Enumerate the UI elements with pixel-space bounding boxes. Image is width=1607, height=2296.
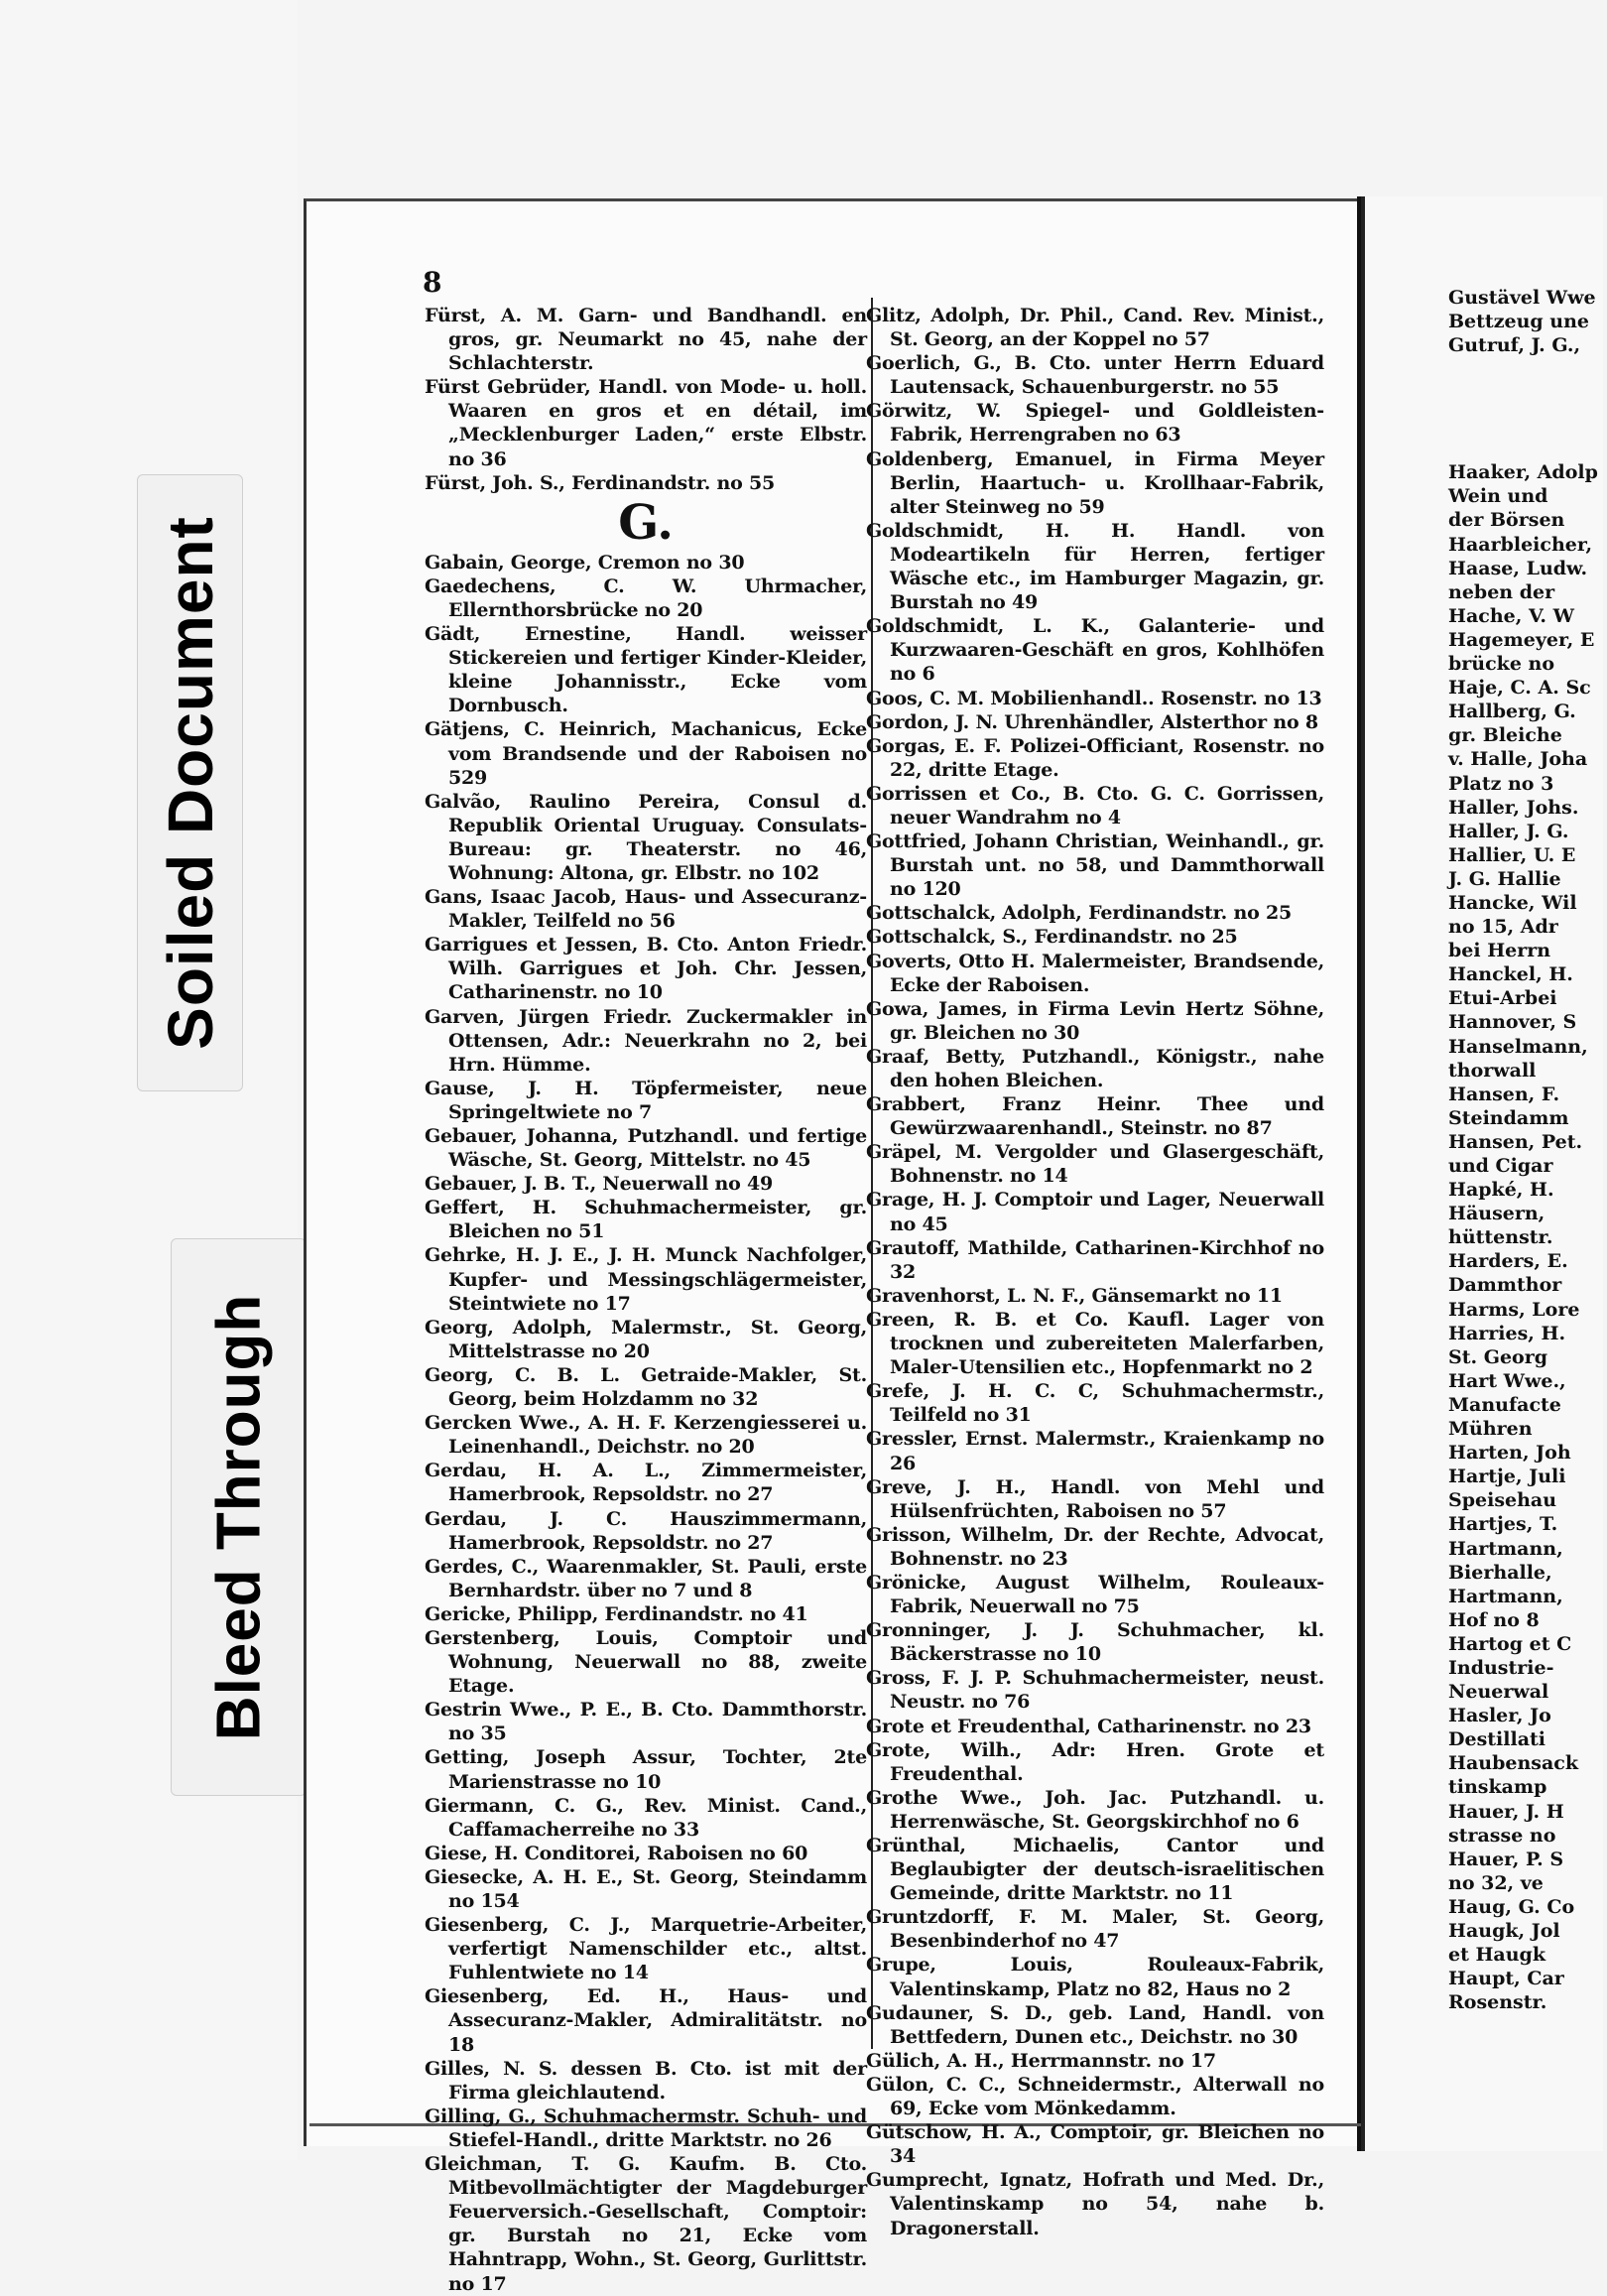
directory-entry: Galvão, Raulino Pereira, Consul d. Republik Oriental Uruguay. Consulats-Bureau: gr. Theaterstr. no 46, Wohnung: Altona, gr. Elbstr. no 102 — [425, 790, 867, 884]
directory-entry: Gerstenberg, Louis, Comptoir und Wohnung, Neuerwall no 88, zweite Etage. — [425, 1626, 867, 1698]
facing-page-fragment: brücke no — [1448, 653, 1555, 676]
facing-page-fragment: strasse no — [1448, 1824, 1556, 1847]
facing-page-fragment: Bierhalle, — [1448, 1561, 1552, 1584]
facing-page-fragment: Haugk, Jol — [1448, 1920, 1560, 1942]
directory-entry: Giesecke, A. H. E., St. Georg, Steindamm no 154 — [425, 1865, 867, 1912]
directory-entry: Gülich, A. H., Herrmannstr. no 17 — [866, 2049, 1216, 2072]
directory-entry: Green, R. B. et Co. Kaufl. Lager von trocknen und zubereiteten Malerfarben, Maler-Utensilien etc., Hopfenmarkt no 2 — [866, 1308, 1324, 1379]
facing-page-fragment: Platz no 3 — [1448, 772, 1554, 795]
facing-page-fragment: Haase, Ludw. — [1448, 557, 1588, 579]
directory-entry: Giesenberg, Ed. H., Haus- und Assecuranz-Makler, Admiralitätstr. no 18 — [425, 1985, 867, 2056]
directory-entry: Gädt, Ernestine, Handl. weisser Stickereien und fertiger Kinder-Kleider, kleine Johannisstr., Ecke vom Dornbusch. — [425, 623, 867, 717]
facing-page-fragment: Steindamm — [1448, 1106, 1569, 1129]
facing-page-fragments — [1448, 460, 1607, 2014]
directory-entry: Gebauer, Johanna, Putzhandl. und fertige Wäsche, St. Georg, Mittelstr. no 45 — [425, 1125, 867, 1172]
directory-entry: Gütschow, H. A., Comptoir, gr. Bleichen no 34 — [866, 2121, 1324, 2168]
left-column-entries — [425, 551, 867, 2296]
facing-page-fragment: Industrie- — [1448, 1656, 1554, 1679]
facing-page-top-fragments — [1448, 286, 1607, 357]
bleed-through-stamp — [171, 1238, 307, 1796]
directory-entry: Garven, Jürgen Friedr. Zuckermakler in Ottensen, Adr.: Neuerkrahn no 2, bei Hrn. Hümme. — [425, 1005, 867, 1076]
directory-entry: Gülon, C. C., Schneidermstr., Alterwall no 69, Ecke vom Mönkedamm. — [866, 2073, 1324, 2120]
facing-page-fragment: Hansen, F. — [1448, 1083, 1560, 1105]
facing-page-fragment: Hasler, Jo — [1448, 1705, 1551, 1727]
directory-entry: Gorgas, E. F. Polizei-Officiant, Rosenstr. no 22, dritte Etage. — [866, 734, 1324, 781]
directory-entry: Gans, Isaac Jacob, Haus- und Assecuranz-Makler, Teilfeld no 56 — [425, 886, 867, 933]
directory-entry: Gumprecht, Ignatz, Hofrath und Med. Dr., Valentinskamp no 54, nahe b. Dragonerstall. — [866, 2169, 1324, 2239]
soiled-document-label: Soiled Document — [154, 516, 226, 1050]
directory-entry: Goerlich, G., B. Cto. unter Herrn Eduard Lautensack, Schauenburgerstr. no 55 — [866, 352, 1324, 399]
facing-page-fragment: Hancke, Wil — [1448, 891, 1577, 914]
facing-page-fragment: thorwall — [1448, 1059, 1537, 1082]
facing-page-fragment: Hanselmann, — [1448, 1035, 1588, 1058]
directory-entry: Gause, J. H. Töpfermeister, neue Springeltwiete no 7 — [425, 1077, 867, 1123]
left-column-top-entries — [425, 304, 867, 495]
facing-page-fragment: Gutruf, J. G., — [1448, 334, 1581, 357]
directory-entry: Gordon, J. N. Uhrenhändler, Alsterthor no 8 — [866, 710, 1318, 733]
directory-entry: Gravenhorst, L. N. F., Gänsemarkt no 11 — [866, 1284, 1283, 1307]
directory-entry: Greve, J. H., Handl. von Mehl und Hülsenfrüchten, Raboisen no 57 — [866, 1475, 1324, 1522]
directory-entry: Gabain, George, Cremon no 30 — [425, 551, 745, 574]
facing-page-fragment: no 15, Adr — [1448, 916, 1558, 939]
facing-page-fragment: Hartje, Juli — [1448, 1466, 1566, 1488]
facing-page-fragment: Haller, Johs. — [1448, 796, 1579, 819]
directory-entry: Giese, H. Conditorei, Raboisen no 60 — [425, 1842, 808, 1864]
directory-entry: Grabbert, Franz Heinr. Thee und Gewürzwaarenhandl., Steinstr. no 87 — [866, 1093, 1324, 1140]
directory-entry: Fürst, Joh. S., Ferdinandstr. no 55 — [425, 471, 776, 494]
facing-page-fragment: Haje, C. A. Sc — [1448, 677, 1591, 700]
left-column — [425, 304, 867, 2296]
facing-page-fragment: Hallberg, G. — [1448, 701, 1576, 723]
facing-page-fragment: gr. Bleiche — [1448, 724, 1562, 747]
facing-page-fragment: St. Georg — [1448, 1345, 1548, 1368]
directory-entry: Gruntzdorff, F. M. Maler, St. Georg, Besenbinderhof no 47 — [866, 1906, 1324, 1953]
directory-entry: Gerdau, H. A. L., Zimmermeister, Hamerbrook, Repsoldstr. no 27 — [425, 1460, 867, 1506]
directory-entry: Gressler, Ernst. Malermstr., Kraienkamp no 26 — [866, 1428, 1324, 1474]
directory-entry: Goldschmidt, L. K., Galanterie- und Kurzwaaren-Geschäft en gros, Kohlhöfen no 6 — [866, 615, 1324, 686]
directory-entry: Fürst Gebrüder, Handl. von Mode- u. holl. Waaren en gros et en détail, im „Mecklenburger Laden,“ erste Elbstr. no 36 — [425, 376, 867, 470]
directory-entry: Gräpel, M. Vergolder und Glasergeschäft, Bohnenstr. no 14 — [866, 1141, 1324, 1188]
facing-page-fragment: Haarbleicher, — [1448, 533, 1593, 556]
facing-page-fragment: Mühren — [1448, 1418, 1533, 1441]
directory-entry: Grisson, Wilhelm, Dr. der Rechte, Advocat, Bohnenstr. no 23 — [866, 1523, 1324, 1570]
facing-page-fragment: Dammthor — [1448, 1274, 1562, 1297]
facing-page-fragment: bei Herrn — [1448, 940, 1551, 962]
directory-entry: Gericke, Philipp, Ferdinandstr. no 41 — [425, 1602, 808, 1625]
directory-entry: Gerdau, J. C. Hauszimmermann, Hamerbrook, Repsoldstr. no 27 — [425, 1507, 867, 1554]
page-number: 8 — [423, 266, 442, 299]
directory-entry: Gercken Wwe., A. H. F. Kerzengiesserei u. Leinenhandl., Deichstr. no 20 — [425, 1412, 867, 1459]
directory-entry: Garrigues et Jessen, B. Cto. Anton Friedr. Wilh. Garrigues et Joh. Chr. Jessen, Catharinenstr. no 10 — [425, 934, 867, 1004]
facing-page-fragment: tinskamp — [1448, 1776, 1547, 1799]
directory-entry: Georg, Adolph, Malermstr., St. Georg, Mittelstrasse no 20 — [425, 1316, 867, 1362]
facing-page-fragment: Hagemeyer, E — [1448, 628, 1595, 651]
directory-entry: Goldenberg, Emanuel, in Firma Meyer Berlin, Haartuch- u. Krollhaar-Fabrik, alter Steinweg no 59 — [866, 447, 1324, 518]
directory-entry: Giermann, C. G., Rev. Minist. Cand., Caffamacherreihe no 33 — [425, 1794, 867, 1841]
facing-page-fragment: Wein und — [1448, 485, 1548, 508]
facing-page-fragment: Bettzeug une — [1448, 311, 1590, 333]
facing-page-fragment: v. Halle, Joha — [1448, 748, 1588, 771]
directory-entry: Goos, C. M. Mobilienhandl.. Rosenstr. no 13 — [866, 687, 1322, 709]
facing-page-fragment: Haubensack — [1448, 1752, 1579, 1775]
directory-entry: Grothe Wwe., Joh. Jac. Putzhandl. u. Herrenwäsche, St. Georgskirchhof no 6 — [866, 1786, 1324, 1833]
facing-page-fragment: Hartog et C — [1448, 1632, 1572, 1655]
directory-entry: Gronninger, J. J. Schuhmacher, kl. Bäckerstrasse no 10 — [866, 1619, 1324, 1666]
section-letter: G. — [618, 494, 674, 551]
directory-entry: Grage, H. J. Comptoir und Lager, Neuerwall no 45 — [866, 1189, 1324, 1235]
directory-entry: Görwitz, W. Spiegel- und Goldleisten-Fabrik, Herrengraben no 63 — [866, 400, 1324, 446]
facing-page-fragment: et Haugk — [1448, 1944, 1546, 1967]
directory-entry: Graaf, Betty, Putzhandl., Königstr., nahe den hohen Bleichen. — [866, 1045, 1324, 1091]
facing-page-column — [1448, 286, 1607, 2014]
right-column-entries — [866, 304, 1324, 2240]
directory-entry: Gottfried, Johann Christian, Weinhandl., gr. Burstah unt. no 58, und Dammthorwall no 120 — [866, 830, 1324, 901]
directory-entry: Gorrissen et Co., B. Cto. G. C. Gorrissen, neuer Wandrahm no 4 — [866, 782, 1324, 829]
facing-page-fragment: Hof no 8 — [1448, 1608, 1540, 1631]
facing-page-fragment: Haupt, Car — [1448, 1968, 1564, 1990]
directory-entry: Geffert, H. Schuhmachermeister, gr. Bleichen no 51 — [425, 1197, 867, 1243]
directory-entry: Goldschmidt, H. H. Handl. von Modeartikeln für Herren, fertiger Wäsche etc., im Hamburger Magazin, gr. Burstah no 49 — [866, 519, 1324, 614]
directory-entry: Gleichman, T. G. Kaufm. B. Cto. Mitbevollmächtigter der Magdeburger Feuerversich.-Gesellschaft, Comptoir: gr. Burstah no 21, Ecke vom Hahntrapp, Wohn., St. Georg, Gurlittstr. no 17 — [425, 2153, 867, 2295]
facing-page-fragment: J. G. Hallie — [1448, 867, 1561, 890]
directory-entry: Getting, Joseph Assur, Tochter, 2te Marienstrasse no 10 — [425, 1746, 867, 1793]
facing-page-fragment: Harders, E. — [1448, 1250, 1568, 1273]
directory-entry: Glitz, Adolph, Dr. Phil., Cand. Rev. Minist., St. Georg, an der Koppel no 57 — [866, 305, 1324, 351]
directory-entry: Gebauer, J. B. T., Neuerwall no 49 — [425, 1173, 774, 1196]
directory-entry: Georg, C. B. L. Getraide-Makler, St. Georg, beim Holzdamm no 32 — [425, 1363, 867, 1411]
facing-page-fragment: Harten, Joh — [1448, 1442, 1571, 1465]
facing-page-fragment: Neuerwal — [1448, 1681, 1549, 1704]
facing-page-fragment: Hauer, J. H — [1448, 1800, 1564, 1823]
directory-entry: Grote, Wilh., Adr: Hren. Grote et Freudenthal. — [866, 1738, 1324, 1785]
facing-page-fragment: Hallier, U. E — [1448, 843, 1576, 866]
facing-page-fragment: no 32, ve — [1448, 1871, 1544, 1894]
facing-page-fragment: Hache, V. W — [1448, 604, 1574, 627]
facing-page-fragment: Destillati — [1448, 1728, 1545, 1751]
facing-page-fragment: Hapké, H. — [1448, 1179, 1554, 1202]
facing-page-fragment: Speisehau — [1448, 1489, 1557, 1512]
facing-page-fragment: Harms, Lore — [1448, 1298, 1580, 1321]
right-column — [866, 304, 1324, 2240]
directory-entry: Gerdes, C., Waarenmakler, St. Pauli, erste Bernhardstr. über no 7 und 8 — [425, 1555, 867, 1601]
directory-entry: Gilles, N. S. dessen B. Cto. ist mit der Firma gleichlautend. — [425, 2057, 867, 2104]
directory-entry: Gätjens, C. Heinrich, Machanicus, Ecke vom Brandsende und der Raboisen no 529 — [425, 718, 867, 789]
bleed-through-label: Bleed Through — [204, 1293, 273, 1741]
soiled-document-stamp — [137, 474, 243, 1091]
facing-page-fragment: Hartmann, — [1448, 1585, 1563, 1607]
facing-page-fragment: neben der — [1448, 580, 1555, 603]
facing-page-fragment: Haug, G. Co — [1448, 1895, 1575, 1918]
facing-page-fragment: Rosenstr. — [1448, 1991, 1547, 2014]
directory-entry: Grautoff, Mathilde, Catharinen-Kirchhof no 32 — [866, 1236, 1324, 1283]
directory-entry: Grefe, J. H. C. C, Schuhmachermstr., Teilfeld no 31 — [866, 1380, 1324, 1427]
facing-page-fragment: Hansen, Pet. — [1448, 1130, 1583, 1153]
facing-page-fragment: Haller, J. G. — [1448, 820, 1569, 842]
facing-page-gap — [1448, 357, 1607, 460]
directory-entry: Gilling, G., Schuhmachermstr. Schuh- und Stiefel-Handl., dritte Marktstr. no 26 — [425, 2105, 867, 2151]
facing-page-fragment: hüttenstr. — [1448, 1226, 1553, 1249]
directory-entry: Gottschalck, S., Ferdinandstr. no 25 — [866, 926, 1238, 949]
directory-entry: Grünthal, Michaelis, Cantor und Beglaubigter der deutsch-israelitischen Gemeinde, dritte Marktstr. no 11 — [866, 1835, 1324, 1905]
directory-entry: Fürst, A. M. Garn- und Bandhandl. en gros, gr. Neumarkt no 45, nahe der Schlachterstr. — [425, 305, 867, 375]
facing-page-fragment: Gustävel Wwe — [1448, 287, 1596, 309]
facing-page-fragment: Harries, H. — [1448, 1322, 1566, 1344]
directory-entry: Gestrin Wwe., P. E., B. Cto. Dammthorstr. no 35 — [425, 1699, 867, 1745]
facing-page-fragment: und Cigar — [1448, 1155, 1553, 1177]
directory-entry: Goverts, Otto H. Malermeister, Brandsende, Ecke der Raboisen. — [866, 950, 1324, 996]
facing-page-fragment: Hanckel, H. — [1448, 963, 1573, 986]
facing-page-fragment: Hannover, S — [1448, 1011, 1577, 1034]
facing-page-fragment: Hartmann, — [1448, 1537, 1563, 1560]
facing-page-fragment: Hartjes, T. — [1448, 1513, 1558, 1536]
facing-page-fragment: Etui-Arbei — [1448, 987, 1557, 1010]
facing-page-fragment: Hauer, P. S — [1448, 1848, 1564, 1870]
directory-entry: Gaedechens, C. W. Uhrmacher, Ellernthorsbrücke no 20 — [425, 574, 867, 621]
facing-page-fragment: Hart Wwe., — [1448, 1369, 1566, 1392]
directory-entry: Gowa, James, in Firma Levin Hertz Söhne, gr. Bleichen no 30 — [866, 997, 1324, 1044]
directory-entry: Gehrke, H. J. E., J. H. Munck Nachfolger, Kupfer- und Messingschlägermeister, Steintwiete no 17 — [425, 1244, 867, 1315]
facing-page-fragment: Manufacte — [1448, 1393, 1561, 1416]
directory-entry: Grupe, Louis, Rouleaux-Fabrik, Valentinskamp, Platz no 82, Haus no 2 — [866, 1954, 1324, 2000]
facing-page-fragment: der Börsen — [1448, 509, 1565, 532]
directory-entry: Gross, F. J. P. Schuhmachermeister, neust. Neustr. no 76 — [866, 1667, 1324, 1714]
directory-entry: Gudauner, S. D., geb. Land, Handl. von Bettfedern, Dunen etc., Deichstr. no 30 — [866, 2001, 1324, 2048]
directory-entry: Grönicke, August Wilhelm, Rouleaux-Fabrik, Neuerwall no 75 — [866, 1571, 1324, 1618]
directory-entry: Grote et Freudenthal, Catharinenstr. no 23 — [866, 1715, 1311, 1737]
directory-entry: Gottschalck, Adolph, Ferdinandstr. no 25 — [866, 902, 1293, 925]
directory-entry: Giesenberg, C. J., Marquetrie-Arbeiter, verfertigt Namenschilder etc., altst. Fuhlentwiete no 14 — [425, 1914, 867, 1984]
facing-page-fragment: Haaker, Adolp — [1448, 461, 1598, 484]
facing-page-fragment: Häusern, — [1448, 1203, 1545, 1225]
